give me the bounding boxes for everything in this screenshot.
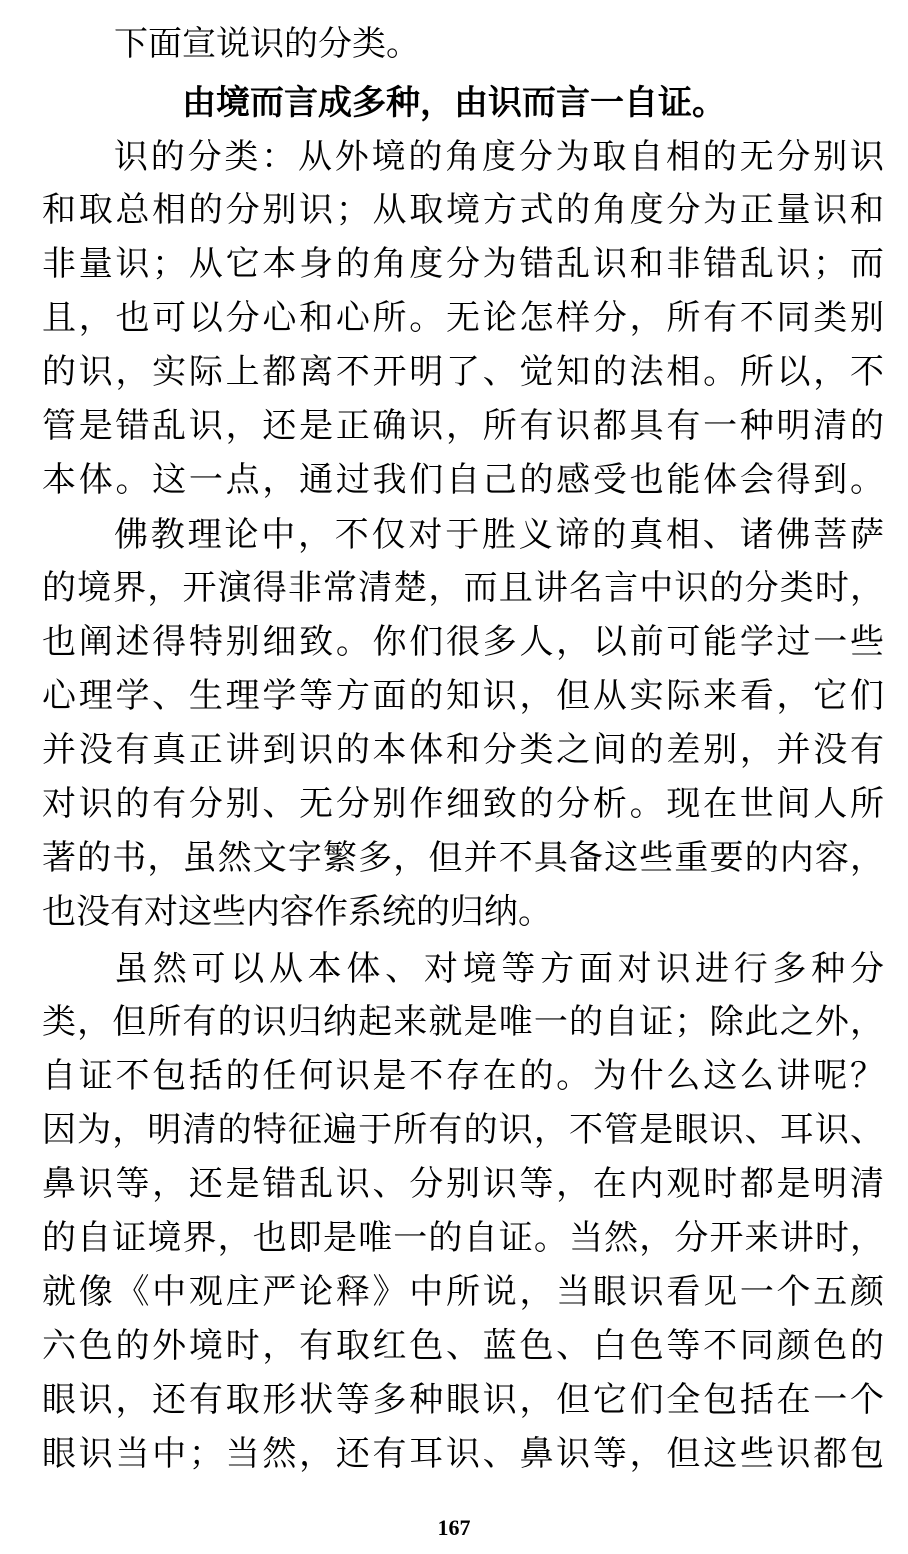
text-line: 也阐述得特别细致。你们很多人，以前可能学过一些 (42, 622, 884, 662)
text-line: 因为，明清的特征遍于所有的识，不管是眼识、耳识、 (42, 1110, 884, 1150)
text-line: 眼识，还有取形状等多种眼识，但它们全包括在一个 (42, 1380, 884, 1420)
text-line: 鼻识等，还是错乱识、分别识等，在内观时都是明清 (42, 1164, 884, 1204)
text-line: 且，也可以分心和心所。无论怎样分，所有不同类别 (42, 298, 884, 338)
text-line: 识的分类：从外境的角度分为取自相的无分别识 (114, 137, 884, 177)
text-line: 管是错乱识，还是正确识，所有识都具有一种明清的 (42, 406, 884, 446)
text-line: 和取总相的分别识；从取境方式的角度分为正量识和 (42, 190, 884, 230)
text-line: 就像《中观庄严论释》中所说，当眼识看见一个五颜 (42, 1272, 884, 1312)
text-line: 六色的外境时，有取红色、蓝色、白色等不同颜色的 (42, 1326, 884, 1366)
text-line: 虽然可以从本体、对境等方面对识进行多种分 (114, 949, 884, 989)
text-line: 也没有对这些内容作系统的归纳。 (42, 892, 552, 932)
text-line: 心理学、生理学等方面的知识，但从实际来看，它们 (42, 676, 884, 716)
text-line: 非量识；从它本身的角度分为错乱识和非错乱识；而 (42, 244, 884, 284)
text-line: 眼识当中；当然，还有耳识、鼻识等，但这些识都包 (42, 1434, 884, 1474)
text-line: 著的书，虽然文字繁多，但并不具备这些重要的内容， (42, 838, 884, 878)
verse-heading: 由境而言成多种，由识而言一自证。 (182, 83, 726, 123)
text-line: 的自证境界，也即是唯一的自证。当然，分开来讲时， (42, 1218, 884, 1258)
intro-line: 下面宣说识的分类。 (114, 24, 420, 64)
text-line: 自证不包括的任何识是不存在的。为什么这么讲呢？ (42, 1056, 884, 1096)
text-line: 对识的有分别、无分别作细致的分析。现在世间人所 (42, 784, 884, 824)
page-number: 167 (437, 1515, 471, 1540)
text-line: 类，但所有的识归纳起来就是唯一的自证；除此之外， (42, 1002, 884, 1042)
text-line: 的境界，开演得非常清楚，而且讲名言中识的分类时， (42, 568, 884, 608)
text-line: 并没有真正讲到识的本体和分类之间的差别，并没有 (42, 730, 884, 770)
text-line: 本体。这一点，通过我们自己的感受也能体会得到。 (42, 460, 884, 500)
text-line: 的识，实际上都离不开明了、觉知的法相。所以，不 (42, 352, 884, 392)
text-line: 佛教理论中，不仅对于胜义谛的真相、诸佛菩萨 (114, 515, 884, 555)
